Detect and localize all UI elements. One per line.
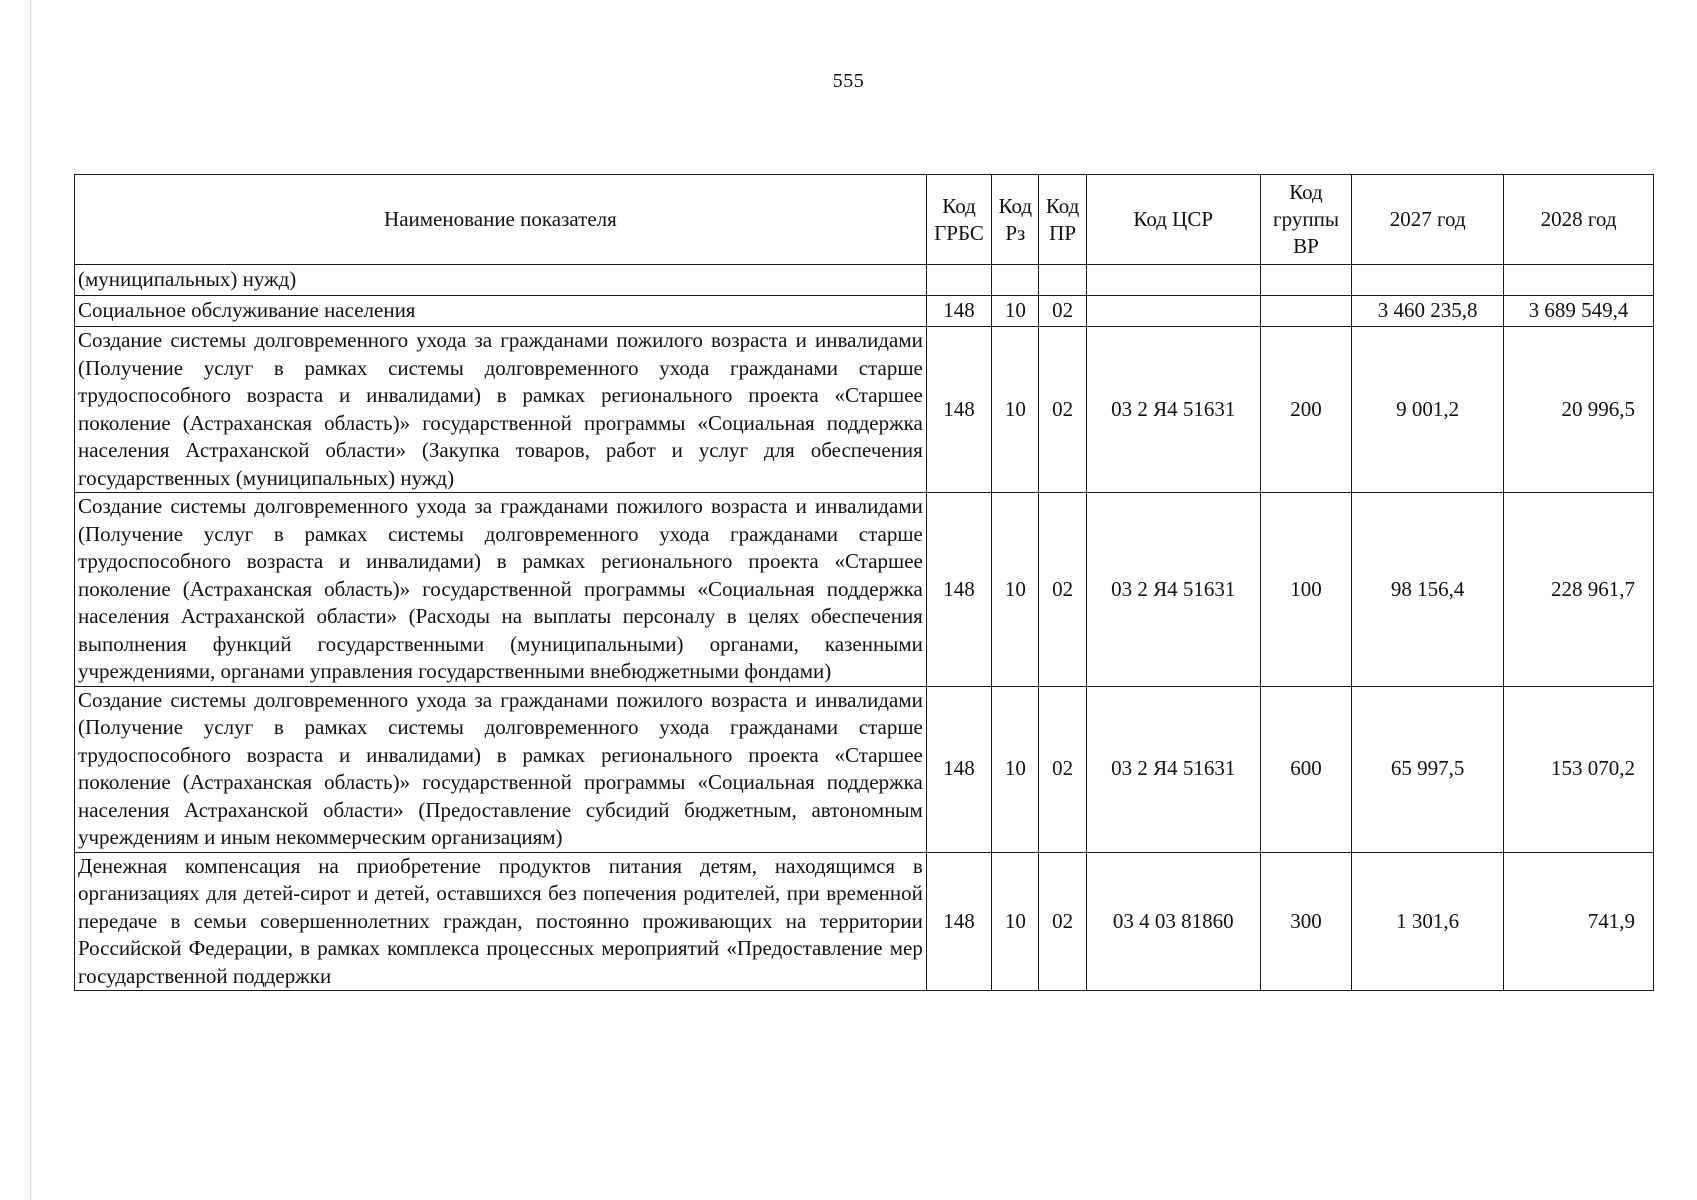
table-header-row bbox=[75, 175, 1654, 265]
table-row bbox=[75, 296, 1654, 327]
cell-pr: 02 bbox=[1039, 296, 1086, 327]
cell-2028: 3 689 549,4 bbox=[1504, 296, 1654, 327]
header-2028: 2028 год bbox=[1504, 175, 1654, 265]
cell-2027 bbox=[1352, 265, 1504, 296]
cell-2028: 20 996,5 bbox=[1504, 327, 1654, 493]
cell-rz: 10 bbox=[992, 327, 1039, 493]
cell-vr: 100 bbox=[1260, 493, 1352, 687]
cell-grbs bbox=[926, 265, 991, 296]
cell-csr: 03 2 Я4 51631 bbox=[1086, 493, 1260, 687]
cell-csr bbox=[1086, 296, 1260, 327]
cell-rz: 10 bbox=[992, 493, 1039, 687]
cell-rz: 10 bbox=[992, 296, 1039, 327]
cell-grbs: 148 bbox=[926, 493, 991, 687]
cell-vr bbox=[1260, 296, 1352, 327]
header-csr: Код ЦСР bbox=[1086, 175, 1260, 265]
cell-2027: 65 997,5 bbox=[1352, 686, 1504, 852]
page-number: 555 bbox=[832, 70, 865, 92]
cell-name: Создание системы долговременного ухода за гражданами пожилого возраста и инвалидами (Получение услуг в рамках системы долговременного ухода гражданами старше трудоспособного возраста и инвалидами) в рамках регионального проекта «Старшее поколение (Астраханская область)» государственной программы «Социальная поддержка населения Астраханской области» (Предоставление субсидий бюджетным, автономным учреждениям и иным некоммерческим организациям) bbox=[75, 686, 927, 852]
cell-pr: 02 bbox=[1039, 686, 1086, 852]
cell-2027: 98 156,4 bbox=[1352, 493, 1504, 687]
header-2027: 2027 год bbox=[1352, 175, 1504, 265]
cell-2028: 228 961,7 bbox=[1504, 493, 1654, 687]
cell-name: Денежная компенсация на приобретение продуктов питания детям, находящимся в организациях для детей-сирот и детей, оставшихся без попечения родителей, при временной передаче в семьи совершеннолетних граждан, постоянно проживающих на территории Российской Федерации, в рамках комплекса процессных мероприятий «Предоставление мер государственной поддержки bbox=[75, 852, 927, 991]
cell-2028 bbox=[1504, 265, 1654, 296]
table-row bbox=[75, 686, 1654, 852]
header-pr: Код ПР bbox=[1039, 175, 1086, 265]
cell-2027: 9 001,2 bbox=[1352, 327, 1504, 493]
cell-name: Социальное обслуживание населения bbox=[75, 296, 927, 327]
cell-grbs: 148 bbox=[926, 852, 991, 991]
cell-grbs: 148 bbox=[926, 686, 991, 852]
cell-2027: 1 301,6 bbox=[1352, 852, 1504, 991]
cell-2028: 153 070,2 bbox=[1504, 686, 1654, 852]
cell-2027: 3 460 235,8 bbox=[1352, 296, 1504, 327]
cell-pr: 02 bbox=[1039, 493, 1086, 687]
cell-vr: 600 bbox=[1260, 686, 1352, 852]
cell-csr bbox=[1086, 265, 1260, 296]
table-row bbox=[75, 493, 1654, 687]
cell-rz: 10 bbox=[992, 852, 1039, 991]
table-row bbox=[75, 265, 1654, 296]
budget-table bbox=[74, 174, 1654, 991]
cell-rz: 10 bbox=[992, 686, 1039, 852]
scan-edge-line bbox=[30, 0, 31, 1200]
header-rz: Код Рз bbox=[992, 175, 1039, 265]
header-vr: Код группы ВР bbox=[1260, 175, 1352, 265]
cell-name: (муниципальных) нужд) bbox=[75, 265, 927, 296]
cell-csr: 03 2 Я4 51631 bbox=[1086, 686, 1260, 852]
cell-name: Создание системы долговременного ухода за гражданами пожилого возраста и инвалидами (Получение услуг в рамках системы долговременного ухода гражданами старше трудоспособного возраста и инвалидами) в рамках регионального проекта «Старшее поколение (Астраханская область)» государственной программы «Социальная поддержка населения Астраханской области» (Закупка товаров, работ и услуг для обеспечения государственных (муниципальных) нужд) bbox=[75, 327, 927, 493]
header-name: Наименование показателя bbox=[75, 175, 927, 265]
cell-grbs: 148 bbox=[926, 296, 991, 327]
cell-vr: 200 bbox=[1260, 327, 1352, 493]
cell-pr: 02 bbox=[1039, 327, 1086, 493]
cell-pr bbox=[1039, 265, 1086, 296]
header-grbs: Код ГРБС bbox=[926, 175, 991, 265]
cell-csr: 03 4 03 81860 bbox=[1086, 852, 1260, 991]
cell-vr: 300 bbox=[1260, 852, 1352, 991]
cell-csr: 03 2 Я4 51631 bbox=[1086, 327, 1260, 493]
cell-grbs: 148 bbox=[926, 327, 991, 493]
cell-rz bbox=[992, 265, 1039, 296]
cell-2028: 741,9 bbox=[1504, 852, 1654, 991]
cell-name: Создание системы долговременного ухода за гражданами пожилого возраста и инвалидами (Получение услуг в рамках системы долговременного ухода гражданами старше трудоспособного возраста и инвалидами) в рамках регионального проекта «Старшее поколение (Астраханская область)» государственной программы «Социальная поддержка населения Астраханской области» (Расходы на выплаты персоналу в целях обеспечения выполнения функций государственными (муниципальными) органами, казенными учреждениями, органами управления государственными внебюджетными фондами) bbox=[75, 493, 927, 687]
table-row bbox=[75, 852, 1654, 991]
cell-pr: 02 bbox=[1039, 852, 1086, 991]
table-row bbox=[75, 327, 1654, 493]
cell-vr bbox=[1260, 265, 1352, 296]
